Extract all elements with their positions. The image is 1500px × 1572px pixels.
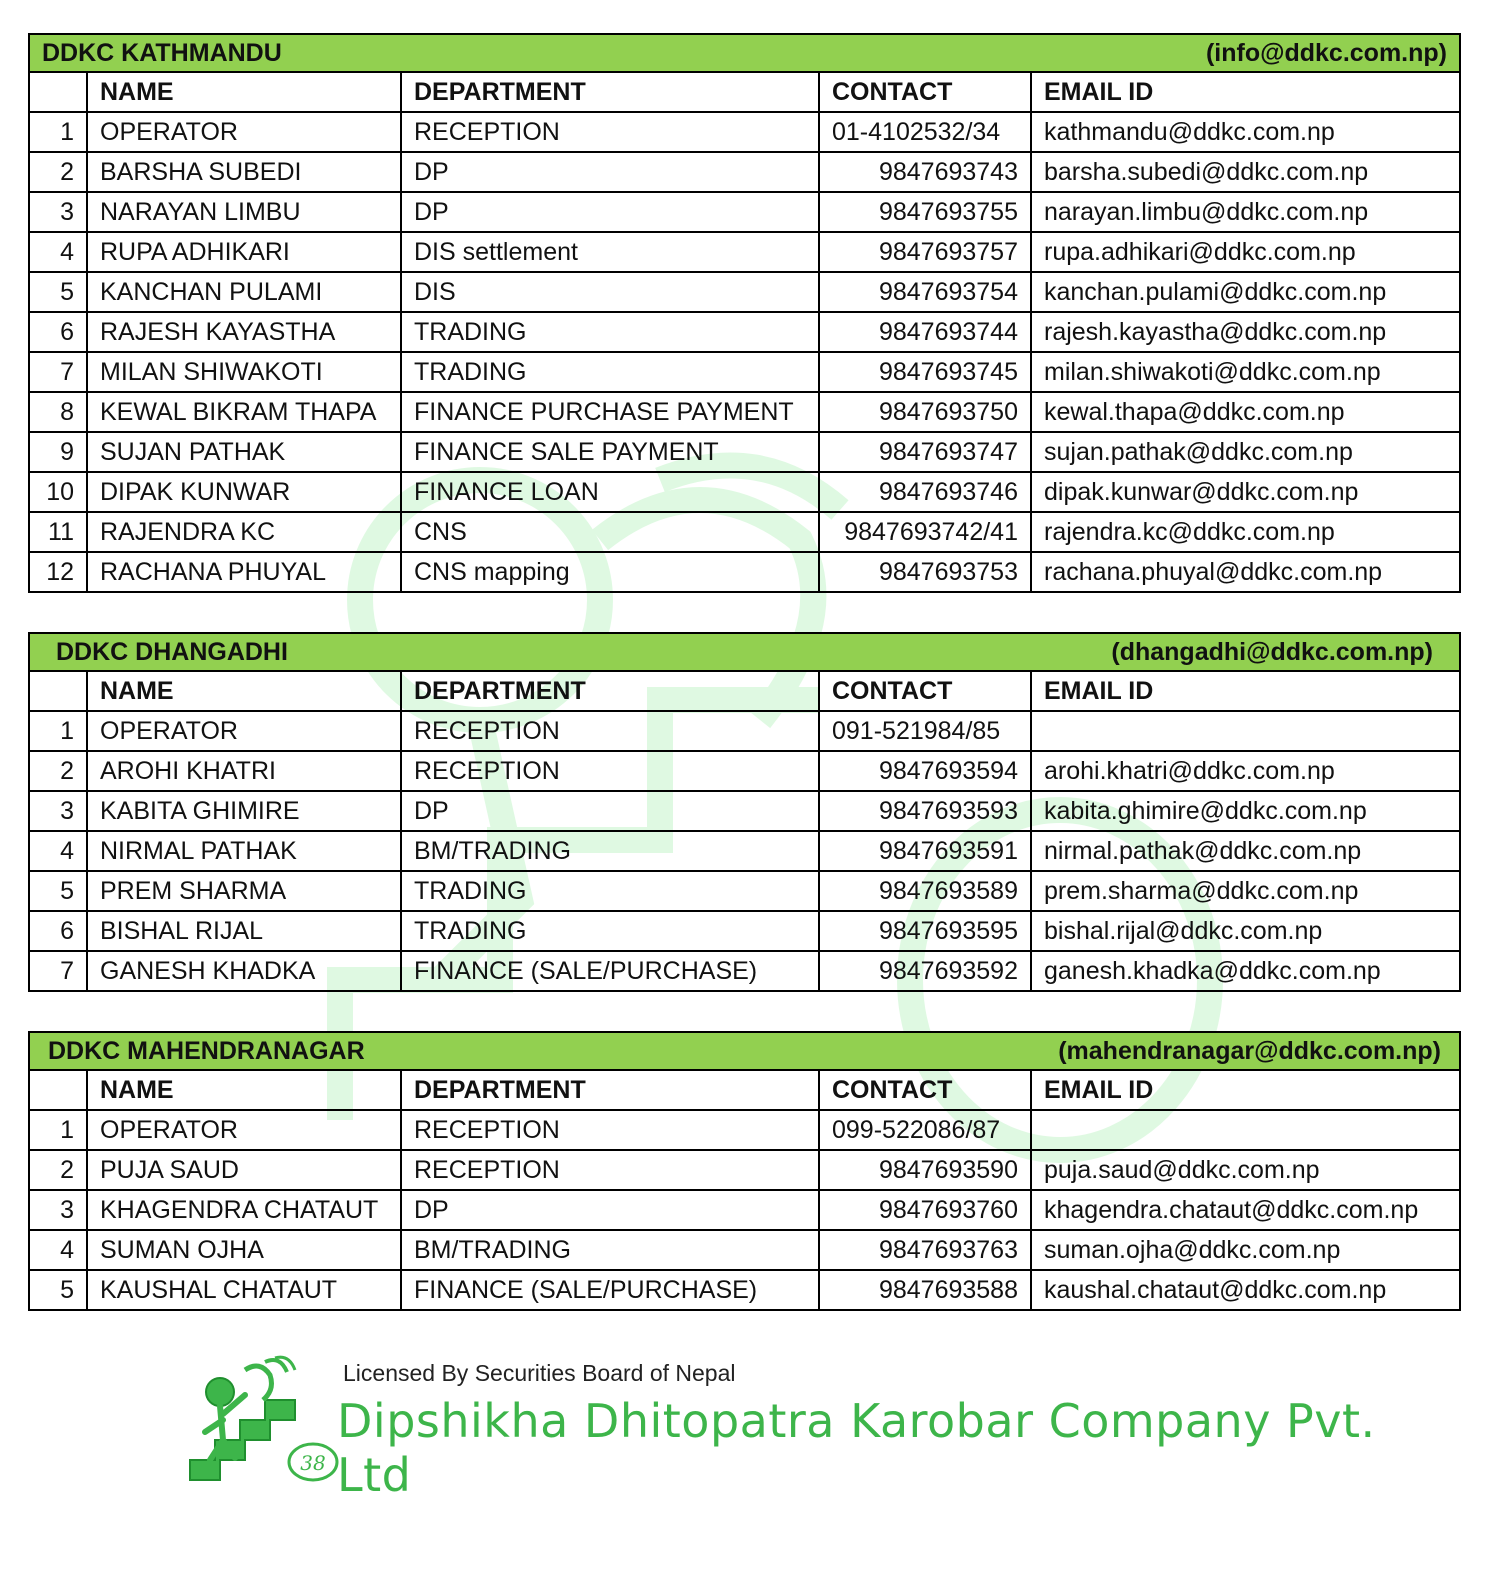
table-row: [29, 711, 1460, 751]
department: RECEPTION: [401, 711, 819, 751]
department: FINANCE SALE PAYMENT: [401, 432, 819, 472]
department: DIS settlement: [401, 232, 819, 272]
department: CNS: [401, 512, 819, 552]
email-address[interactable]: kabita.ghimire@ddkc.com.np: [1031, 791, 1460, 831]
email-address[interactable]: nirmal.pathak@ddkc.com.np: [1031, 831, 1460, 871]
contact-number: 9847693744: [819, 312, 1031, 352]
column-header-row: [29, 72, 1460, 112]
email-address[interactable]: suman.ojha@ddkc.com.np: [1031, 1230, 1460, 1270]
branch-table-kathmandu: [28, 33, 1461, 593]
contact-number: 099-522086/87: [819, 1110, 1031, 1150]
table-row: [29, 152, 1460, 192]
contact-number: 9847693742/41: [819, 512, 1031, 552]
table-row: [29, 1150, 1460, 1190]
email-address[interactable]: puja.saud@ddkc.com.np: [1031, 1150, 1460, 1190]
contact-number: 9847693750: [819, 392, 1031, 432]
col-header-no: [29, 1070, 87, 1110]
table-row: [29, 392, 1460, 432]
contact-number: 9847693763: [819, 1230, 1031, 1270]
contact-number: 9847693746: [819, 472, 1031, 512]
contact-number: 9847693594: [819, 751, 1031, 791]
row-number: 2: [29, 1150, 87, 1190]
contact-number: 9847693757: [819, 232, 1031, 272]
employee-name: KHAGENDRA CHATAUT: [87, 1190, 401, 1230]
stair-climber-logo-icon: [185, 1350, 350, 1490]
row-number: 7: [29, 352, 87, 392]
department: TRADING: [401, 352, 819, 392]
row-number: 10: [29, 472, 87, 512]
col-header-department: DEPARTMENT: [401, 671, 819, 711]
row-number: 1: [29, 112, 87, 152]
row-number: 8: [29, 392, 87, 432]
table-row: [29, 312, 1460, 352]
table-row: [29, 1190, 1460, 1230]
department: DP: [401, 152, 819, 192]
table-row: [29, 192, 1460, 232]
branch-header: [29, 633, 1460, 671]
department: RECEPTION: [401, 1110, 819, 1150]
email-address[interactable]: barsha.subedi@ddkc.com.np: [1031, 152, 1460, 192]
department: BM/TRADING: [401, 1230, 819, 1270]
email-address[interactable]: bishal.rijal@ddkc.com.np: [1031, 911, 1460, 951]
department: TRADING: [401, 312, 819, 352]
contact-number: 9847693591: [819, 831, 1031, 871]
contact-number: 9847693592: [819, 951, 1031, 991]
branch-email: (info@ddkc.com.np): [1205, 38, 1447, 67]
row-number: 9: [29, 432, 87, 472]
employee-name: KANCHAN PULAMI: [87, 272, 401, 312]
employee-name: BISHAL RIJAL: [87, 911, 401, 951]
department: DIS: [401, 272, 819, 312]
employee-name: GANESH KHADKA: [87, 951, 401, 991]
branch-table-dhangadhi: [28, 632, 1461, 992]
col-header-name: NAME: [87, 72, 401, 112]
table-row: [29, 552, 1460, 592]
contact-number: 9847693747: [819, 432, 1031, 472]
employee-name: KABITA GHIMIRE: [87, 791, 401, 831]
row-number: 5: [29, 871, 87, 911]
table-row: [29, 831, 1460, 871]
contact-number: 01-4102532/34: [819, 112, 1031, 152]
email-address[interactable]: sujan.pathak@ddkc.com.np: [1031, 432, 1460, 472]
row-number: 4: [29, 232, 87, 272]
table-row: [29, 472, 1460, 512]
employee-name: RAJENDRA KC: [87, 512, 401, 552]
employee-name: NIRMAL PATHAK: [87, 831, 401, 871]
contact-number: 9847693589: [819, 871, 1031, 911]
table-row: [29, 112, 1460, 152]
email-address[interactable]: rajesh.kayastha@ddkc.com.np: [1031, 312, 1460, 352]
table-row: [29, 791, 1460, 831]
row-number: 6: [29, 312, 87, 352]
col-header-name: NAME: [87, 1070, 401, 1110]
branch-title: DDKC KATHMANDU: [42, 38, 282, 67]
col-header-department: DEPARTMENT: [401, 72, 819, 112]
employee-name: PREM SHARMA: [87, 871, 401, 911]
employee-name: RACHANA PHUYAL: [87, 552, 401, 592]
contact-number: 9847693590: [819, 1150, 1031, 1190]
table-row: [29, 1230, 1460, 1270]
employee-name: PUJA SAUD: [87, 1150, 401, 1190]
employee-name: DIPAK KUNWAR: [87, 472, 401, 512]
row-number: 4: [29, 831, 87, 871]
logo-badge: 38: [300, 1451, 326, 1475]
branch-table-mahendranagar: [28, 1031, 1461, 1311]
department: DP: [401, 192, 819, 232]
email-address[interactable]: arohi.khatri@ddkc.com.np: [1031, 751, 1460, 791]
email-address[interactable]: kewal.thapa@ddkc.com.np: [1031, 392, 1460, 432]
department: FINANCE (SALE/PURCHASE): [401, 951, 819, 991]
row-number: 7: [29, 951, 87, 991]
row-number: 5: [29, 272, 87, 312]
employee-name: OPERATOR: [87, 1110, 401, 1150]
contact-number: 9847693595: [819, 911, 1031, 951]
department: CNS mapping: [401, 552, 819, 592]
employee-name: RAJESH KAYASTHA: [87, 312, 401, 352]
table-row: [29, 751, 1460, 791]
department: FINANCE PURCHASE PAYMENT: [401, 392, 819, 432]
col-header-email: EMAIL ID: [1031, 72, 1460, 112]
table-row: [29, 1270, 1460, 1310]
contact-number: 9847693753: [819, 552, 1031, 592]
email-address[interactable]: rajendra.kc@ddkc.com.np: [1031, 512, 1460, 552]
branch-email: (mahendranagar@ddkc.com.np): [1058, 1036, 1441, 1065]
employee-name: KEWAL BIKRAM THAPA: [87, 392, 401, 432]
license-text: Licensed By Securities Board of Nepal: [343, 1360, 736, 1386]
table-row: [29, 272, 1460, 312]
employee-name: BARSHA SUBEDI: [87, 152, 401, 192]
row-number: 5: [29, 1270, 87, 1310]
employee-name: SUMAN OJHA: [87, 1230, 401, 1270]
branch-title: DDKC DHANGADHI: [56, 637, 288, 666]
branch-header: [29, 1032, 1460, 1070]
column-header-row: [29, 671, 1460, 711]
col-header-email: EMAIL ID: [1031, 1070, 1460, 1110]
department: FINANCE (SALE/PURCHASE): [401, 1270, 819, 1310]
employee-name: KAUSHAL CHATAUT: [87, 1270, 401, 1310]
department: RECEPTION: [401, 112, 819, 152]
email-address[interactable]: milan.shiwakoti@ddkc.com.np: [1031, 352, 1460, 392]
table-row: [29, 871, 1460, 911]
employee-name: OPERATOR: [87, 112, 401, 152]
contact-number: 9847693743: [819, 152, 1031, 192]
email-address[interactable]: kanchan.pulami@ddkc.com.np: [1031, 272, 1460, 312]
contact-number: 9847693754: [819, 272, 1031, 312]
table-row: [29, 951, 1460, 991]
col-header-no: [29, 72, 87, 112]
branch-title: DDKC MAHENDRANAGAR: [48, 1036, 365, 1065]
department: DP: [401, 791, 819, 831]
col-header-department: DEPARTMENT: [401, 1070, 819, 1110]
department: TRADING: [401, 911, 819, 951]
col-header-no: [29, 671, 87, 711]
email-address: [1031, 1110, 1460, 1150]
contact-number: 9847693760: [819, 1190, 1031, 1230]
department: RECEPTION: [401, 751, 819, 791]
email-address[interactable]: ganesh.khadka@ddkc.com.np: [1031, 951, 1460, 991]
col-header-contact: CONTACT: [819, 671, 1031, 711]
department: BM/TRADING: [401, 831, 819, 871]
row-number: 1: [29, 1110, 87, 1150]
row-number: 1: [29, 711, 87, 751]
contact-number: 9847693593: [819, 791, 1031, 831]
row-number: 3: [29, 192, 87, 232]
employee-name: NARAYAN LIMBU: [87, 192, 401, 232]
row-number: 11: [29, 512, 87, 552]
contact-number: 091-521984/85: [819, 711, 1031, 751]
email-address[interactable]: rachana.phuyal@ddkc.com.np: [1031, 552, 1460, 592]
department: DP: [401, 1190, 819, 1230]
contact-number: 9847693745: [819, 352, 1031, 392]
email-address[interactable]: dipak.kunwar@ddkc.com.np: [1031, 472, 1460, 512]
row-number: 6: [29, 911, 87, 951]
row-number: 12: [29, 552, 87, 592]
employee-name: RUPA ADHIKARI: [87, 232, 401, 272]
contact-number: 9847693755: [819, 192, 1031, 232]
row-number: 3: [29, 1190, 87, 1230]
employee-name: SUJAN PATHAK: [87, 432, 401, 472]
email-address[interactable]: rupa.adhikari@ddkc.com.np: [1031, 232, 1460, 272]
email-address[interactable]: khagendra.chataut@ddkc.com.np: [1031, 1190, 1460, 1230]
row-number: 3: [29, 791, 87, 831]
email-address[interactable]: kathmandu@ddkc.com.np: [1031, 112, 1460, 152]
contact-number: 9847693588: [819, 1270, 1031, 1310]
row-number: 2: [29, 152, 87, 192]
company-name: Dipshikha Dhitopatra Karobar Company Pvt. Ltd: [337, 1394, 1376, 1502]
branch-header: [29, 34, 1460, 72]
department: FINANCE LOAN: [401, 472, 819, 512]
department: RECEPTION: [401, 1150, 819, 1190]
col-header-contact: CONTACT: [819, 1070, 1031, 1110]
department: TRADING: [401, 871, 819, 911]
table-row: [29, 1110, 1460, 1150]
email-address[interactable]: kaushal.chataut@ddkc.com.np: [1031, 1270, 1460, 1310]
row-number: 4: [29, 1230, 87, 1270]
email-address[interactable]: prem.sharma@ddkc.com.np: [1031, 871, 1460, 911]
col-header-email: EMAIL ID: [1031, 671, 1460, 711]
table-row: [29, 352, 1460, 392]
employee-name: AROHI KHATRI: [87, 751, 401, 791]
table-row: [29, 432, 1460, 472]
row-number: 2: [29, 751, 87, 791]
employee-name: MILAN SHIWAKOTI: [87, 352, 401, 392]
email-address: [1031, 711, 1460, 751]
footer: [185, 1350, 1385, 1502]
email-address[interactable]: narayan.limbu@ddkc.com.np: [1031, 192, 1460, 232]
employee-name: OPERATOR: [87, 711, 401, 751]
table-row: [29, 512, 1460, 552]
column-header-row: [29, 1070, 1460, 1110]
col-header-name: NAME: [87, 671, 401, 711]
table-row: [29, 911, 1460, 951]
table-row: [29, 232, 1460, 272]
branch-email: (dhangadhi@ddkc.com.np): [1111, 637, 1433, 666]
col-header-contact: CONTACT: [819, 72, 1031, 112]
